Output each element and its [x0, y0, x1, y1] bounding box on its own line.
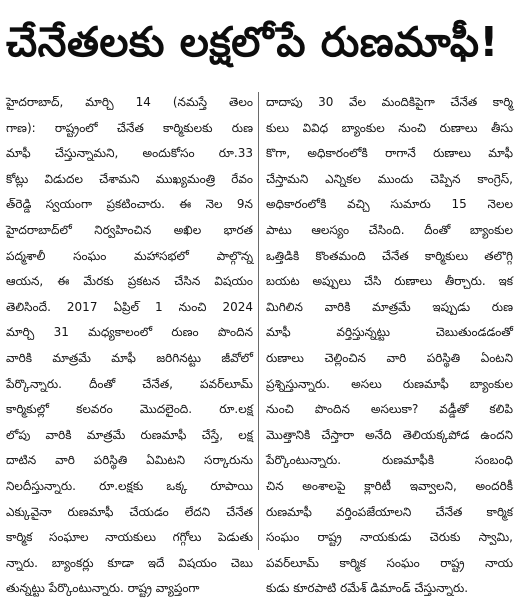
article-line: బయట అప్పులు చేసి రుణాలు తీర్చారు. ఇక [266, 274, 513, 289]
article-line: పాటు ఆలస్యం చేసింది. దీంతో బ్యాంకుల [266, 222, 513, 237]
article-line: పేర్కొన్నారు. దీంతో చేనేత, పవర్‌లూమ్ [6, 376, 253, 391]
article-column-left [6, 90, 253, 596]
article-line: నుంచి పొందిన అసలుకా? వడ్డీతో కలిపి [266, 402, 513, 417]
article-line: ఒత్తిడికి కొంతమంది చేనేత కార్మికులు తలొగ్గి [266, 248, 513, 263]
article-line: దాదాపు 30 వేల మందికిపైగా చేనేత కార్మి [266, 95, 513, 109]
article-column-right [266, 90, 513, 596]
article-line: అధికారంలోకి వచ్చి సుమారు 15 నెలల [266, 197, 513, 212]
article-line: కులు వివిధ బ్యాంకుల నుంచి రుణాలు తీసు [266, 120, 513, 135]
article-line: మాఫీ వర్తిస్తున్నట్టు చెబుతుండడంతో [266, 325, 513, 340]
article-line: లోపు వారికి మాత్రమే రుణమాఫీ చేస్తే, లక్ష [6, 427, 253, 442]
article-line: తెలిసిందే. 2017 ఏప్రిల్ 1 నుంచి 2024 [6, 299, 253, 314]
column-divider [258, 92, 259, 550]
article-line: పవర్‌లూమ్ కార్మిక సంఘం రాష్ట్ర నాయ [266, 555, 513, 570]
article-line: వారికి మాత్రమే మాఫీ జరిగినట్టు జీవోలో [6, 350, 253, 365]
article-line: రుణాలు చెల్లించిన వారి పరిస్థితి ఏంటని [266, 350, 513, 365]
article-line: నిలదీస్తున్నారు. రూ.లక్షకు ఒక్క రూపాయి [6, 478, 253, 493]
article-line: న్నారు. బ్యాంకర్లు కూడా ఇదే విషయం చెబు [6, 555, 253, 570]
article-line: గాణ): రాష్ట్రంలో చేనేత కార్మికులకు రుణ [6, 120, 253, 135]
article-line: హైదరాబాద్, మార్చి 14 (నమస్తే తెలం [6, 95, 253, 109]
article-line: హైదరాబాద్‌లో నిర్వహించిన అఖిల భారత [6, 222, 253, 237]
article-line: కోట్లు విడుదల చేశామని ముఖ్యమంత్రి రేవం [6, 171, 253, 186]
article-line: కార్మికుల్లో కలవరం మొదలైంది. రూ.లక్ష [6, 402, 253, 417]
article-line: చిన అంశాలపై క్లారిటీ ఇవ్వాలని, అందరికీ [266, 478, 513, 493]
article-line: మొత్తానికి చేస్తారా అనేది తెలియక్కపోడ ఉందని [266, 427, 513, 442]
article-line: ప్రశ్నిస్తున్నారు. అసలు రుణమాఫీ బ్యాంకుల [266, 376, 513, 391]
article-line: కొగా, అధికారంలోకి రాగానే రుణాలు మాఫీ [266, 146, 513, 161]
article-line: పేర్కొంటున్నారు. రుణమాఫీకి సంబంధి [266, 453, 513, 468]
article-line: చేస్తామని ఎన్నికల ముందు చెప్పిన కాంగ్రెస్, [266, 171, 513, 186]
headline: చేనేతలకు లక్షలోపే రుణమాఫీ! [6, 18, 499, 66]
article-line: రుణమాఫీ వర్తింపజేయాలని చేనేత కార్మిక [266, 504, 513, 519]
article-line: సంఘం రాష్ట్ర నాయకుడు చెరుకు స్వామి, [266, 530, 513, 545]
article-line: కార్మిక సంఘాల నాయకులు గగ్గోలు పెడుతు [6, 530, 253, 545]
article-line: త్‌రెడ్డి స్వయంగా ప్రకటించారు. ఈ నెల 9న [6, 197, 253, 212]
article-line: ఆయన, ఈ మేరకు ప్రకటన చేసిన విషయం [6, 274, 253, 289]
article-line: కుడు కూరపాటి రమేశ్ డిమాండ్ చేస్తున్నారు. [266, 581, 469, 596]
article-line: తున్నట్టు పేర్కొంటున్నారు. రాష్ట్ర వ్యాప్తంగా [6, 581, 200, 596]
article-line: పద్మశాలీ సంఘం మహాసభలో పాల్గొన్న [6, 248, 253, 263]
article-line: దాటిన వారి పరిస్థితి ఏమిటని సర్కారును [6, 453, 253, 468]
article-line: ఎక్కువైనా రుణమాఫీ చేయడం లేదని చేనేత [6, 504, 253, 519]
article-line: మార్చి 31 మధ్యకాలంలో రుణం పొందిన [6, 325, 253, 340]
article-line: మాఫీ చేస్తున్నామని, అందుకోసం రూ.33 [6, 146, 253, 161]
article-line: మిగిలిన వారికి మాత్రమే ఇప్పుడు రుణ [266, 299, 513, 314]
